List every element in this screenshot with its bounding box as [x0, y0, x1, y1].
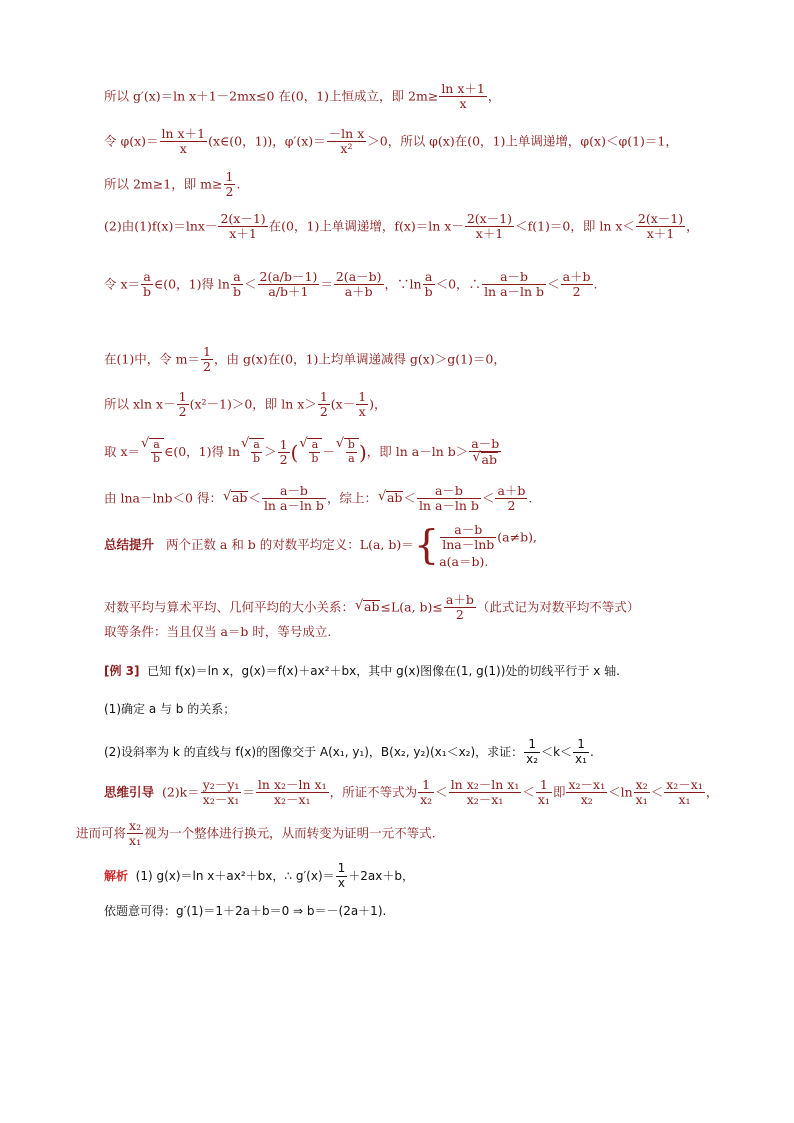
thinking-guide: 思维引导 (2)k＝ $\frac{\text{y₂－y₁}}{\text{x₂－x₁}}$ ＝ $\frac{\text{ln x₂－ln x₁}}{\text{x₂－x₁}}$ ，所证不等式为 $\frac{1}{\text{x₂}}$ ＜ $\frac{\text{ln x₂－ln x₁}}{\text{x₂－x₁}}$ ＜ $\frac{1}{\text{x₁}}$ 即 $\frac{\text{x₂－x₁}}{\text{x₂}}$ ＜ln $\frac{\text{x₂}}{\text{x₁}}$ ＜ $\frac{\text{x₂－x₁}}{\text{x₁}}$ ， — [104, 777, 719, 808]
relation-line: 对数平均与算术平均、几何平均的大小关系：√ ab≤L(a, b)≤ $\frac{a+b}{2}$ （此式记为对数平均不等式） — [104, 593, 639, 623]
fraction: $\frac{\text{ln x＋1}}{x}$ — [441, 81, 485, 112]
question-1: (1)确定 a 与 b 的关系； — [104, 702, 236, 716]
derivation-line-2: 令 φ(x)＝ $\frac{\text{ln x＋1}}{x}$ (x∈(0，1))，φ′(x)＝ $\frac{\text{－ln x}}{\text{x²}}$ ＞0，所以 φ(x)在(0，1)上单调递增，φ(x)＜φ(1)＝1， — [104, 126, 678, 157]
solution-label: 解析 — [104, 868, 129, 883]
fraction: $\frac{2(x-1)}{x+1}$ — [220, 211, 266, 242]
derivation-line-3: 所以 2m≥1，即 m≥ $\frac{1}{2}$ . — [104, 169, 241, 200]
derivation-line-5: 令 x＝ $\frac{a}{b}$ ∈(0，1)得 ln $\frac{a}{b}$ ＜ $\frac{2(a/b-1)}{a/b+1}$ ＝ $\frac{2(a-b)}{a+b}$ ，∵ln $\frac{a}{b}$ ＜0，∴ $\frac{a-b}{\text{ln a－ln b}}$ ＜ $\frac{a+b}{2}$ . — [104, 269, 598, 300]
equality-line: 取等条件：当且仅当 a＝b 时，等号成立. — [104, 624, 332, 639]
question-2: (2)设斜率为 k 的直线与 f(x)的图像交于 A(x₁, y₁)，B(x₂, y₂)(x₁＜x₂)，求证： $\frac{1}{\text{x₂}}$ ＜k＜ $\frac{1}{\text{x₁}}$ . — [104, 737, 594, 766]
solution-line: 解析 (1) g(x)＝ln x＋ax²＋bx，∴ g′(x)＝ $\frac{1}{x}$ ＋2ax＋b， — [104, 861, 415, 890]
example-3-heading: [例 3] 已知 f(x)＝ln x，g(x)＝f(x)＋ax²＋bx，其中 g(x)图像在(1, g(1))处的切线平行于 x 轴. — [104, 664, 620, 678]
derivation-line-9: 由 lna－lnb＜0 得：√ ab＜ $\frac{a-b}{\text{ln a－ln b}}$ ，综上：√ ab＜ $\frac{a-b}{\text{ln a－ln b}}$ ＜ $\frac{a+b}{2}$ . — [104, 484, 532, 514]
derivation-line-1: 所以 g′(x)＝ln x＋1－2mx≤0 在(0，1)上恒成立，即 2m≥ $\frac{\text{ln x＋1}}{x}$ ， — [104, 81, 501, 112]
derivation-line-6: 在(1)中，令 m＝ $\frac{1}{2}$ ，由 g(x)在(0，1)上均单调递减得 g(x)＞g(1)＝0， — [104, 344, 506, 375]
example-label: [例 3] — [104, 664, 140, 678]
text: 所以 g′(x)＝ln x＋1－2mx≤0 在(0，1)上恒成立，即 2m≥ — [104, 88, 439, 104]
fraction: $\frac{2(x-1)}{x+1}$ — [637, 211, 684, 242]
summary-label: 总结提升 — [104, 537, 155, 553]
compound-fraction: $\frac{2(a/b-1)}{a/b+1}$ — [259, 269, 318, 300]
fraction: $\frac{1}{2}$ — [225, 169, 234, 200]
derivation-line-8: 取 x＝ √ $\frac{a}{b}$ ∈(0，1)得 ln √ $\frac{a}{b}$ ＞ $\frac{1}{2}$ ( √ $\frac{a}{b}$ － √ $\frac{b}{a}$ )，即 ln a－ln b＞ a－b √ ab — [104, 437, 502, 468]
guide-label: 思维引导 — [104, 784, 155, 800]
thinking-guide-continued: 进而可将 $\frac{\text{x₂}}{\text{x₁}}$ 视为一个整体进行换元，从而转变为证明一元不等式. — [76, 818, 436, 849]
summary-block: 总结提升 两个正数 a 和 b 的对数平均定义：L(a, b)＝{ $\frac{a-b}{\ln a-\ln b}$ (a≠b), a(a＝b). — [104, 522, 537, 569]
derivation-line-4: (2)由(1)f(x)＝lnx－ $\frac{2(x-1)}{x+1}$ 在(0，1)上单调递增，f(x)＝ln x－ $\frac{2(x-1)}{x+1}$ ＜f(1)＝0，即 ln x＜ $\frac{2(x-1)}{x+1}$ ， — [104, 211, 699, 242]
fraction: $\frac{\text{ln x＋1}}{x}$ — [161, 126, 206, 157]
fraction: $\frac{\text{－ln x}}{\text{x²}}$ — [328, 126, 365, 157]
result-line: 依题意可得：g′(1)＝1＋2a＋b＝0 ⇒ b＝－(2a＋1). — [104, 904, 387, 918]
derivation-line-7: 所以 xln x－ $\frac{1}{2}$ (x²－1)＞0，即 ln x＞ $\frac{1}{2}$ (x－ $\frac{1}{x}$ )， — [104, 389, 387, 420]
fraction: $\frac{2(x-1)}{x+1}$ — [466, 211, 513, 242]
